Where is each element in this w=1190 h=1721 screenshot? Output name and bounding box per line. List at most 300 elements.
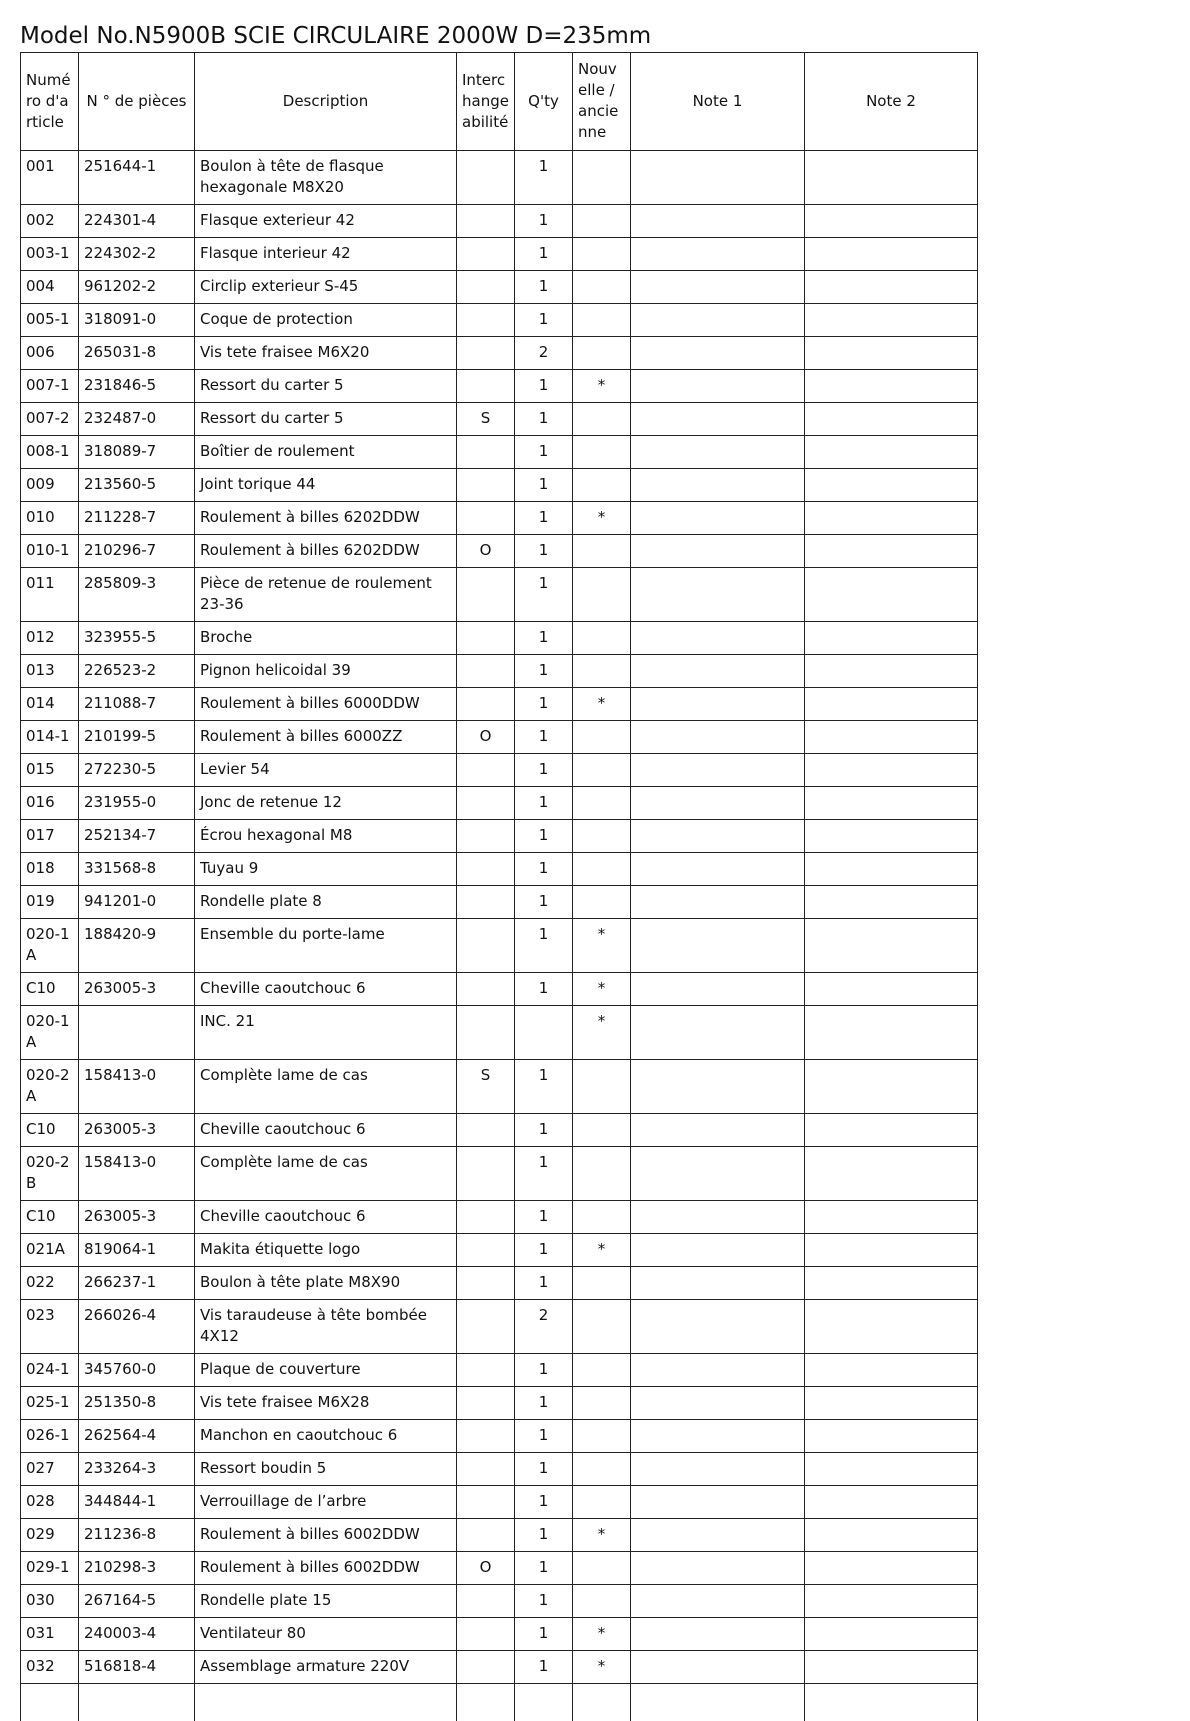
part-number-cell: 819064-1 [79,1234,195,1267]
note-1-cell [631,436,805,469]
table-row [21,1114,978,1147]
item-number-cell: 014 [21,688,79,721]
table-row [21,787,978,820]
new-old-cell [573,1201,631,1234]
note-2-cell [805,502,978,535]
note-1-cell [631,1552,805,1585]
interchangeability-cell [457,1201,515,1234]
description-cell: Cheville caoutchouc 6 [195,1201,457,1234]
part-number-cell: 224302-2 [79,238,195,271]
quantity-cell: 1 [515,1234,573,1267]
item-number-cell: 010 [21,502,79,535]
item-number-cell: 020-2A [21,1060,79,1114]
part-number-cell: 211088-7 [79,688,195,721]
note-2-cell [805,1552,978,1585]
note-2-cell [805,1420,978,1453]
note-2-cell [805,1354,978,1387]
table-row [21,853,978,886]
note-2-cell [805,469,978,502]
part-number-cell: 226523-2 [79,655,195,688]
item-number-cell: 003-1 [21,238,79,271]
note-2-cell [805,754,978,787]
note-1-cell [631,787,805,820]
interchangeability-cell [457,436,515,469]
item-number-cell: 002 [21,205,79,238]
new-old-cell [573,1354,631,1387]
quantity-cell: 1 [515,304,573,337]
item-number-cell: 029 [21,1519,79,1552]
note-2-cell [805,568,978,622]
quantity-cell: 1 [515,205,573,238]
description-cell: Makita étiquette logo [195,1234,457,1267]
quantity-cell: 1 [515,151,573,205]
part-number-cell: 331568-8 [79,853,195,886]
table-row [21,1201,978,1234]
quantity-cell: 1 [515,535,573,568]
note-2-cell [805,1486,978,1519]
part-number-cell: 516818-4 [79,1651,195,1684]
note-1-cell [631,271,805,304]
table-row [21,820,978,853]
table-row [21,1651,978,1684]
part-number-cell: 210298-3 [79,1552,195,1585]
note-1-cell [631,337,805,370]
quantity-cell: 1 [515,502,573,535]
quantity-cell: 1 [515,1519,573,1552]
part-number-cell: 211228-7 [79,502,195,535]
part-number-cell: 266237-1 [79,1267,195,1300]
new-old-cell [573,1114,631,1147]
new-old-cell: * [573,688,631,721]
item-number-cell: 017 [21,820,79,853]
interchangeability-cell [457,622,515,655]
new-old-cell [573,1387,631,1420]
note-1-cell [631,1519,805,1552]
description-cell: Boulon à tête plate M8X90 [195,1267,457,1300]
new-old-cell [573,271,631,304]
quantity-cell: 1 [515,886,573,919]
new-old-cell [573,469,631,502]
new-old-cell [573,820,631,853]
part-number-cell: 345760-0 [79,1354,195,1387]
part-number-cell: 251350-8 [79,1387,195,1420]
interchangeability-cell [457,787,515,820]
table-row [21,1519,978,1552]
note-2-cell [805,1618,978,1651]
item-number-cell: C10 [21,973,79,1006]
table-row [21,1147,978,1201]
quantity-cell: 2 [515,337,573,370]
new-old-cell [573,1486,631,1519]
interchangeability-cell [457,337,515,370]
interchangeability-cell [457,469,515,502]
new-old-cell: * [573,1651,631,1684]
part-number-cell: 263005-3 [79,1114,195,1147]
description-cell: Assemblage armature 220V [195,1651,457,1684]
new-old-cell: * [573,1519,631,1552]
interchangeability-cell [457,271,515,304]
quantity-cell: 1 [515,1618,573,1651]
interchangeability-cell [457,1651,515,1684]
item-number-cell: 001 [21,151,79,205]
item-number-cell: C10 [21,1114,79,1147]
quantity-cell: 1 [515,787,573,820]
header-description: Description [195,53,457,151]
new-old-cell [573,304,631,337]
note-2-cell [805,1519,978,1552]
new-old-cell [573,655,631,688]
table-row [21,568,978,622]
new-old-cell [573,754,631,787]
quantity-cell: 1 [515,721,573,754]
item-number-cell: 025-1 [21,1387,79,1420]
table-row [21,337,978,370]
table-header-row [21,53,978,151]
interchangeability-cell [457,1420,515,1453]
table-row [21,622,978,655]
item-number-cell: 026-1 [21,1420,79,1453]
description-cell: Circlip exterieur S-45 [195,271,457,304]
note-1-cell [631,1585,805,1618]
item-number-cell: 018 [21,853,79,886]
header-part-no: N ° de pièces [79,53,195,151]
table-row [21,1453,978,1486]
description-cell: Joint torique 44 [195,469,457,502]
item-number-cell: 014-1 [21,721,79,754]
part-number-cell: 961202-2 [79,271,195,304]
quantity-cell: 1 [515,688,573,721]
new-old-cell [573,1267,631,1300]
table-row [21,271,978,304]
new-old-cell: * [573,919,631,973]
new-old-cell [573,886,631,919]
note-1-cell [631,469,805,502]
item-number-cell: 020-1A [21,919,79,973]
part-number-cell: 158413-0 [79,1060,195,1114]
interchangeability-cell [457,655,515,688]
empty-cell [457,1684,515,1721]
note-2-cell [805,787,978,820]
note-1-cell [631,1387,805,1420]
note-2-cell [805,1006,978,1060]
new-old-cell: * [573,1006,631,1060]
table-row [21,469,978,502]
note-1-cell [631,502,805,535]
interchangeability-cell [457,886,515,919]
table-row [21,502,978,535]
note-1-cell [631,1354,805,1387]
empty-cell [631,1684,805,1721]
interchangeability-cell: O [457,535,515,568]
item-number-cell: 030 [21,1585,79,1618]
item-number-cell: 031 [21,1618,79,1651]
quantity-cell: 1 [515,754,573,787]
interchangeability-cell [457,568,515,622]
description-cell: Écrou hexagonal M8 [195,820,457,853]
quantity-cell: 1 [515,1147,573,1201]
part-number-cell: 188420-9 [79,919,195,973]
note-2-cell [805,1585,978,1618]
description-cell: Boîtier de roulement [195,436,457,469]
note-1-cell [631,1618,805,1651]
item-number-cell: 011 [21,568,79,622]
description-cell: Roulement à billes 6202DDW [195,535,457,568]
note-1-cell [631,721,805,754]
note-1-cell [631,1234,805,1267]
note-1-cell [631,151,805,205]
item-number-cell: 006 [21,337,79,370]
interchangeability-cell [457,1519,515,1552]
table-row [21,436,978,469]
table-row [21,1420,978,1453]
note-2-cell [805,919,978,973]
quantity-cell: 1 [515,370,573,403]
new-old-cell [573,1060,631,1114]
interchangeability-cell [457,1453,515,1486]
quantity-cell: 1 [515,655,573,688]
description-cell: INC. 21 [195,1006,457,1060]
part-number-cell: 233264-3 [79,1453,195,1486]
part-number-cell: 272230-5 [79,754,195,787]
new-old-cell: * [573,370,631,403]
note-1-cell [631,973,805,1006]
description-cell: Cheville caoutchouc 6 [195,1114,457,1147]
description-cell: Ensemble du porte-lame [195,919,457,973]
item-number-cell: 004 [21,271,79,304]
description-cell: Rondelle plate 15 [195,1585,457,1618]
quantity-cell: 1 [515,1651,573,1684]
note-2-cell [805,403,978,436]
part-number-cell: 263005-3 [79,973,195,1006]
interchangeability-cell [457,1618,515,1651]
table-row [21,205,978,238]
note-2-cell [805,1453,978,1486]
table-row [21,1300,978,1354]
part-number-cell: 231955-0 [79,787,195,820]
description-cell: Pièce de retenue de roulement 23-36 [195,568,457,622]
description-cell: Roulement à billes 6002DDW [195,1519,457,1552]
note-2-cell [805,853,978,886]
quantity-cell: 1 [515,568,573,622]
part-number-cell: 318089-7 [79,436,195,469]
interchangeability-cell [457,973,515,1006]
interchangeability-cell [457,1387,515,1420]
interchangeability-cell [457,1585,515,1618]
note-2-cell [805,655,978,688]
part-number-cell: 240003-4 [79,1618,195,1651]
note-2-cell [805,820,978,853]
item-number-cell: 015 [21,754,79,787]
note-1-cell [631,1267,805,1300]
interchangeability-cell [457,919,515,973]
item-number-cell: 020-1A [21,1006,79,1060]
interchangeability-cell: O [457,721,515,754]
table-row [21,688,978,721]
note-2-cell [805,1300,978,1354]
description-cell: Levier 54 [195,754,457,787]
interchangeability-cell [457,820,515,853]
quantity-cell: 2 [515,1300,573,1354]
note-1-cell [631,370,805,403]
quantity-cell: 1 [515,403,573,436]
part-number-cell: 210199-5 [79,721,195,754]
part-number-cell: 231846-5 [79,370,195,403]
note-2-cell [805,973,978,1006]
table-row [21,238,978,271]
new-old-cell [573,1420,631,1453]
description-cell: Verrouillage de l’arbre [195,1486,457,1519]
quantity-cell: 1 [515,1453,573,1486]
item-number-cell: 013 [21,655,79,688]
quantity-cell: 1 [515,469,573,502]
new-old-cell [573,1585,631,1618]
quantity-cell: 1 [515,853,573,886]
note-2-cell [805,337,978,370]
item-number-cell: 023 [21,1300,79,1354]
description-cell: Ressort du carter 5 [195,403,457,436]
note-1-cell [631,304,805,337]
item-number-cell: 020-2B [21,1147,79,1201]
quantity-cell: 1 [515,622,573,655]
note-1-cell [631,1006,805,1060]
new-old-cell [573,1453,631,1486]
note-2-cell [805,1060,978,1114]
new-old-cell: * [573,1618,631,1651]
note-2-cell [805,535,978,568]
part-number-cell: 267164-5 [79,1585,195,1618]
note-1-cell [631,919,805,973]
empty-cell [79,1684,195,1721]
note-2-cell [805,1147,978,1201]
note-2-cell [805,271,978,304]
part-number-cell: 213560-5 [79,469,195,502]
interchangeability-cell [457,1006,515,1060]
new-old-cell [573,853,631,886]
note-2-cell [805,1114,978,1147]
part-number-cell: 252134-7 [79,820,195,853]
table-row [21,1618,978,1651]
quantity-cell: 1 [515,1060,573,1114]
table-row [21,1234,978,1267]
quantity-cell: 1 [515,820,573,853]
item-number-cell: 022 [21,1267,79,1300]
empty-cell [21,1684,79,1721]
table-row [21,1267,978,1300]
note-2-cell [805,238,978,271]
quantity-cell: 1 [515,973,573,1006]
interchangeability-cell [457,1300,515,1354]
note-2-cell [805,205,978,238]
note-1-cell [631,1060,805,1114]
quantity-cell: 1 [515,1387,573,1420]
part-number-cell: 211236-8 [79,1519,195,1552]
item-number-cell: 021A [21,1234,79,1267]
table-row [21,1387,978,1420]
table-row [21,403,978,436]
description-cell: Flasque interieur 42 [195,238,457,271]
description-cell: Vis taraudeuse à tête bombée 4X12 [195,1300,457,1354]
interchangeability-cell [457,502,515,535]
part-number-cell: 210296-7 [79,535,195,568]
new-old-cell [573,568,631,622]
new-old-cell [573,721,631,754]
table-row [21,655,978,688]
new-old-cell [573,787,631,820]
description-cell: Plaque de couverture [195,1354,457,1387]
item-number-cell: 032 [21,1651,79,1684]
part-number-cell: 323955-5 [79,622,195,655]
description-cell: Vis tete fraisee M6X20 [195,337,457,370]
table-row [21,1684,978,1721]
table-row [21,1060,978,1114]
new-old-cell: * [573,1234,631,1267]
header-qty: Q'ty [515,53,573,151]
interchangeability-cell [457,1354,515,1387]
part-number-cell: 318091-0 [79,304,195,337]
quantity-cell: 1 [515,1267,573,1300]
table-row [21,1354,978,1387]
parts-table [20,52,978,1721]
note-1-cell [631,622,805,655]
item-number-cell: 027 [21,1453,79,1486]
header-new-old: Nouvelle / ancienne [573,53,631,151]
item-number-cell: 009 [21,469,79,502]
quantity-cell: 1 [515,1552,573,1585]
note-1-cell [631,568,805,622]
note-1-cell [631,1651,805,1684]
item-number-cell: 010-1 [21,535,79,568]
note-2-cell [805,1651,978,1684]
description-cell: Roulement à billes 6000DDW [195,688,457,721]
header-item-no: Numéro d'article [21,53,79,151]
new-old-cell [573,622,631,655]
note-1-cell [631,1201,805,1234]
interchangeability-cell [457,853,515,886]
note-1-cell [631,1453,805,1486]
description-cell: Roulement à billes 6002DDW [195,1552,457,1585]
description-cell: Complète lame de cas [195,1060,457,1114]
table-row [21,886,978,919]
new-old-cell [573,151,631,205]
description-cell: Ventilateur 80 [195,1618,457,1651]
interchangeability-cell [457,304,515,337]
header-note-1: Note 1 [631,53,805,151]
interchangeability-cell: S [457,403,515,436]
note-2-cell [805,688,978,721]
note-2-cell [805,304,978,337]
note-2-cell [805,370,978,403]
description-cell: Ressort boudin 5 [195,1453,457,1486]
item-number-cell: 019 [21,886,79,919]
item-number-cell: 016 [21,787,79,820]
description-cell: Manchon en caoutchouc 6 [195,1420,457,1453]
header-interchangeability: Interchangeabilité [457,53,515,151]
note-2-cell [805,721,978,754]
interchangeability-cell: S [457,1060,515,1114]
note-1-cell [631,1486,805,1519]
empty-cell [805,1684,978,1721]
note-2-cell [805,1234,978,1267]
table-row [21,1552,978,1585]
part-number-cell: 263005-3 [79,1201,195,1234]
note-2-cell [805,622,978,655]
description-cell: Vis tete fraisee M6X28 [195,1387,457,1420]
item-number-cell: C10 [21,1201,79,1234]
part-number-cell [79,1006,195,1060]
document-title: Model No.N5900B SCIE CIRCULAIRE 2000W D=235mm [20,21,651,51]
new-old-cell: * [573,502,631,535]
new-old-cell [573,337,631,370]
